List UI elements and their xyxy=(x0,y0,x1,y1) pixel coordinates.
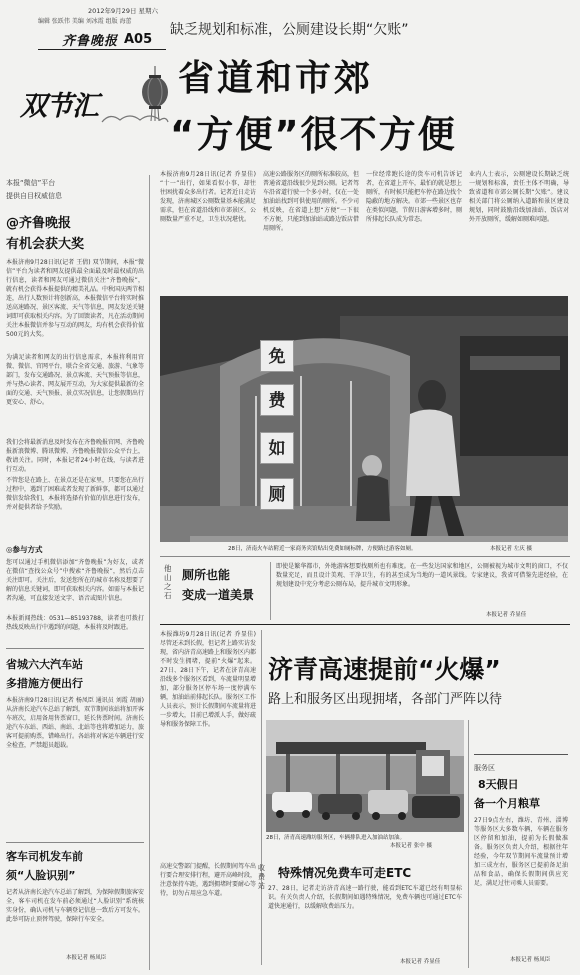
divider xyxy=(6,842,144,843)
highway-headline: 济青高速提前“火爆” xyxy=(268,655,501,684)
highway-subhead: 路上和服务区出现拥堵，各部门严阵以待 xyxy=(268,692,503,707)
bus-station-title-2: 多措施方便出行 xyxy=(6,677,83,690)
participation-body: 您可以通过手机微信添加“齐鲁晚报”为好友，或者在微信“查找公众号”中搜索“齐鲁晚报”，然后点击关注即可。关注后，发送您所在的城市名称及想要了解的信息关键词，即可获取相关内容。如需与本报记者沟通，可直接发送文字、语音或图片信息。 xyxy=(6,559,144,602)
divider xyxy=(160,556,570,557)
left-column xyxy=(6,178,144,968)
highway-body-col-1: 本报潍坊9月28日讯(记者 乔显佳) 尽管还未到长假，但记者上路实访发现，省内济青高速路上和服务区内都不时发生拥堵，提前“火爆”起来。27日、28日下午，记者在济青高速沿线多个服务区看到，车流量明显增加，部分服务区停车场一度停满车辆，加油站前排起长队。服务区工作人员表示，预计长假期间车流量将进一步增大，目前已增派人手，做好疏导和服务保障工作。 xyxy=(160,631,256,728)
cloud-ornament xyxy=(100,110,170,126)
service-photo-caption: 28日，济青高速潍坊服务区，车辆排队进入加油站加油。 xyxy=(266,835,406,841)
sign-char: 厕 xyxy=(260,478,294,510)
toilet-article-col-4: 业内人士表示，公厕建设长期缺乏统一规划和标准，责任主体不明确，导致省道和市郊公厕长期“欠账”。建议相关部门将公厕纳入道路和景区建设规划，同时鼓励沿线加油站、饭店对外开放厕所，缓解如厕难问题。 xyxy=(469,171,569,223)
etc-title: 特殊情况免费车可走ETC xyxy=(278,866,412,880)
sign-char: 费 xyxy=(260,384,294,416)
weixin-body-2: 为满足读者和网友的出行信息需求，本报将利用官微、微信、官网平台，联合全省交通、旅游、气象等部门，发布交通路况、景点客流、天气预报等信息，并与热心读者、网友展开互动，为大家提供最新的全面的交通、天气预报、景点实况信息，让您假期出行更安心、舒心。 xyxy=(6,354,144,406)
section-logo: 双节汇 xyxy=(20,91,98,122)
feature-title-2: 变成一道美景 xyxy=(182,588,255,602)
bullet-icon: ◎ xyxy=(6,545,13,554)
sign-char: 免 xyxy=(260,340,294,372)
divider xyxy=(6,648,144,649)
page-number: A05 xyxy=(124,32,153,47)
headline-main-line2: “方便”很不方便 xyxy=(170,113,457,156)
sign-char: 如 xyxy=(260,432,294,464)
column-separator xyxy=(149,175,150,970)
column-separator xyxy=(270,562,271,620)
free-toilet-sign xyxy=(256,336,302,516)
bus-station-body: 本报济南9月28日讯(记者 杨凤臣 通讯员 刘霞 胡丽) 从济南长途汽车总站了解到，双节期间该站将加开客车班次，启用备用售票窗口，延长售票时间。济南长途汽车东站、西站、南站、北站等也将增加运力，旅客可提前购票，错峰出行。各站将对客运车辆进行安全检查，严禁超员超载。 xyxy=(6,697,144,749)
weixin-title-2: 有机会获大奖 xyxy=(6,237,85,252)
service-photo-credit: 本报记者 张中 摄 xyxy=(390,843,432,849)
toilet-article-col-3: 一位经常跑长途的货车司机告诉记者，在省道上开车，最怕的就是想上厕所，有时候只能把车停在路边找个隐蔽的地方解决。市郊一些景区也存在类似问题，节假日游客增多时，厕所排起长队成为常态。 xyxy=(366,171,462,223)
service-byline: 本报记者 杨凤臣 xyxy=(510,957,551,963)
face-recognition-title-2: 须“人脸识别” xyxy=(6,869,76,882)
service-area-photo xyxy=(266,720,464,832)
editors-line: 编辑 张跃伟 美编 刘冰霞 组版 海蕾 xyxy=(38,18,132,25)
headline-main-line1: 省道和市郊 xyxy=(178,58,374,99)
headline-kicker: 缺乏规划和标准，公厕建设长期“欠账” xyxy=(170,22,409,38)
highway-body-col-1b: 高速交警部门提醒，长假期间驾车出行要合理安排行程，避开高峰时段，注意保持车距，遇到拥堵时要耐心等待，切勿占用应急车道。 xyxy=(160,863,256,897)
paper-name: 齐鲁晚报 xyxy=(62,34,119,49)
feature-title-1: 厕所也能 xyxy=(182,568,231,582)
column-separator xyxy=(261,630,262,965)
weixin-body-4: 不管您是在路上、在景点还是在家里，只要您在出行过程中，遇到了困难或者发现了新鲜事，都可以通过微信发给我们，本报将选择有价值的信息进行发布，并对提供者给予奖励。 xyxy=(6,477,144,511)
section-rule xyxy=(160,624,570,625)
date-line: 2012年9月29日 星期六 xyxy=(88,7,159,15)
feature-body: 即使是繁华都市，外地游客想要找厕所也有难度。在一些发达国家和地区，公厕被视为城市文明的窗口，不仅数量充足，而且设计美观、干净卫生，有的甚至成为当地的一道风景线。专家建议，我省可借鉴先进经验，在规划建设中充分考虑公厕布局，提升城市文明形象。 xyxy=(276,563,568,588)
photo-credit: 本报记者 左庆 摄 xyxy=(490,546,532,552)
column-separator xyxy=(468,720,469,968)
face-recognition-body: 记者从济南长途汽车总站了解到，为保障假期旅客安全，客车司机在发车前必须通过“人脸识别”系统核实身份，确认司机与车辆登记信息一致后方可发车。此举可防止顶替驾驶，保障行车安全。 xyxy=(6,889,144,923)
service-title-2: 备一个月粮草 xyxy=(474,797,540,810)
etc-byline: 本报记者 乔显佳 xyxy=(400,959,441,965)
photo-caption: 28日，济南火车站附近一家商务宾馆贴出免费如厕标牌，方便路过游客如厕。 xyxy=(228,546,417,552)
weixin-title-1: @齐鲁晚报 xyxy=(6,216,72,231)
toll-station-vertical-label: 收费站 xyxy=(258,864,265,890)
toilet-article-col-1: 本报济南9月28日讯(记者 乔显佳) “十一”出行，如果看似小事，却往往困扰着众多出行者。记者近日走访发现，济南城区公厕数量基本能满足需求，但在省道沿线和市郊景区，公厕数量严重不足，卫生状况堪忧。 xyxy=(160,171,256,223)
hotline-text: 本报新闻热线：0531—85193788，读者也可拨打热线反映出行中遇到的问题，本报将及时跟进。 xyxy=(6,615,144,631)
feature-byline: 本报记者 乔显佳 xyxy=(486,612,527,618)
promo-label-2: 提供自目权威信息 xyxy=(6,192,62,200)
service-label-box xyxy=(474,754,568,772)
face-recognition-byline: 本报记者 杨凤臣 xyxy=(66,955,107,961)
face-recognition-title-1: 客车司机发车前 xyxy=(6,850,83,863)
participation-heading xyxy=(6,544,43,555)
etc-body: 27、28日，记者走访济青高速一路行驶，能看到ETC车道已经有明显标识。有关负责人介绍，长假期间如遇特殊情况，免费车辆也可通过ETC车道快速通行，以缓解收费站压力。 xyxy=(268,885,462,910)
service-label: 服务区 xyxy=(474,764,495,772)
weixin-body: 本报济南9月28日讯(记者 王倩) 双节期间，本报“微信”平台为读者和网友提供最全面最及时最权威的出行信息，读者和网友可通过微信关注“齐鲁晚报”，就有机会获得本报提供的精美礼品。中秋国庆两节相连，出行人数预计将创新高，本报微信平台将实时推送高速路况、景区客流、天气等信息，网友发送关键词即可获取相关内容。为了回馈读者，凡在活动期间关注本报微信并参与互动的网友，均有机会获得价值500元的大奖。 xyxy=(6,259,144,338)
feature-vertical-tag: 他山之石 xyxy=(164,564,172,600)
toilet-article-col-2: 高速公路服务区的厕所标准较高，但普通省道沿线很少见到公厕。记者驾车沿省道行驶一个多小时，仅在一处加油站找到可供使用的厕所。不少司机反映，在省道上想“方便”一下很不方便，只能到加油站或路边饭店借用厕所。 xyxy=(263,171,359,232)
bus-station-title-1: 省城六大汽车站 xyxy=(6,658,83,671)
service-body: 27日9点左右，潍坊、青州、淄博等服务区大多数车辆，车辆在服务区停留和加油，提前为长假做准备。服务区负责人介绍，根据往年经验，今年双节期间车流量预计增加三成左右，服务区已提前备足油品和食品，确保长假期间供应充足，满足过往司乘人员需要。 xyxy=(474,817,568,887)
service-title-1: 8天假日 xyxy=(478,778,519,791)
participation-title: 参与方式 xyxy=(12,545,43,554)
masthead-rule xyxy=(38,49,166,50)
hotel-toilet-photo xyxy=(160,296,568,542)
weixin-body-3: 我们会将最新消息及时发布在齐鲁晚报官网、齐鲁晚报新浪微博、腾讯微博、齐鲁晚报微信公众平台上，敬请关注。同时，本报记者24小时在线，与读者进行互动。 xyxy=(6,439,144,473)
promo-label: 本报“微信”平台 xyxy=(6,179,56,187)
